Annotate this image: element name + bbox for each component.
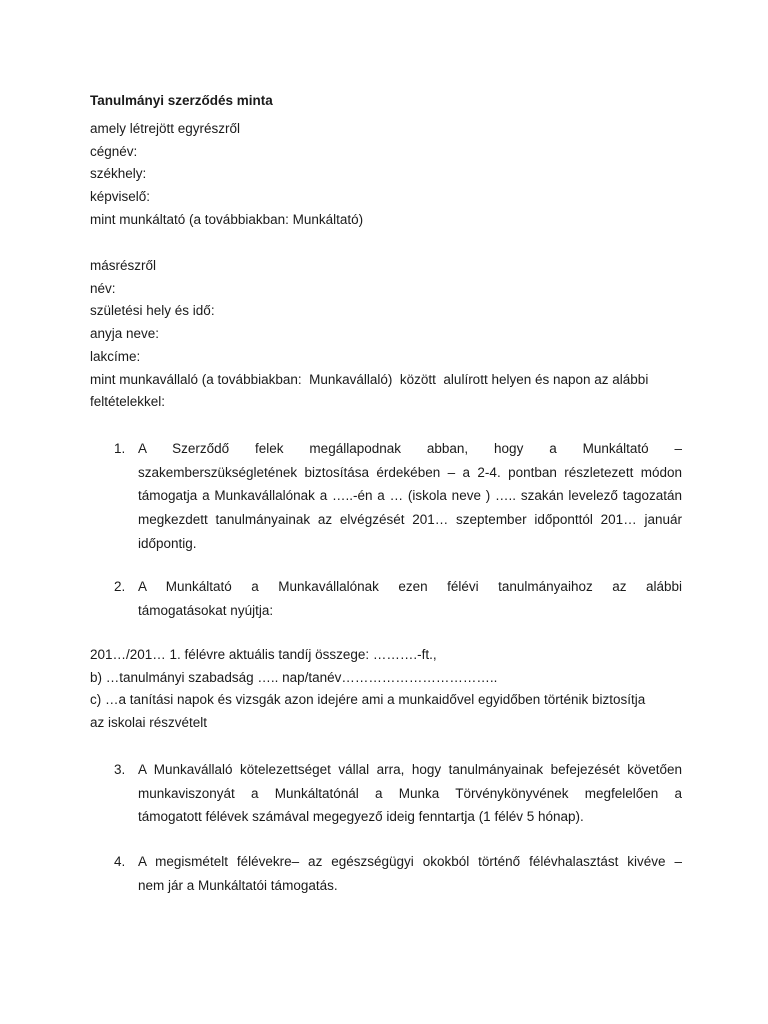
clause-2 xyxy=(90,575,682,622)
attendance-line-2: az iskolai részvételt xyxy=(90,714,208,730)
study-leave-line: b) …tanulmányi szabadság ….. nap/tanév…………………………….. xyxy=(90,669,498,685)
birth-label: születési hely és idő: xyxy=(90,303,215,319)
clause-2-line: támogatásokat nyújtja: xyxy=(138,602,274,618)
clause-1-line: A Szerződő felek megállapodnak abban, hogy a Munkáltató – xyxy=(138,441,682,456)
clause-1-number: 1. xyxy=(114,441,126,456)
clause-3-line: munkaviszonyát a Munkáltatónál a Munka Törvénykönyvének megfelelően a xyxy=(138,785,682,801)
employee-role-line1: mint munkavállaló (a továbbiakban: Munkavállaló) között alulírott helyen és napon az alábbi xyxy=(90,371,649,387)
representative-label: képviselő: xyxy=(90,189,151,205)
clause-4-line: nem jár a Munkáltatói támogatás. xyxy=(138,877,338,893)
employer-role: mint munkáltató (a továbbiakban: Munkáltató) xyxy=(90,211,364,227)
party1-intro: amely létrejött egyrészről xyxy=(90,121,241,136)
clause-4-number: 4. xyxy=(114,854,126,869)
party2-block xyxy=(90,255,682,414)
clause-1-line: megkezdett tanulmányainak az elvégzését 201… szeptember időponttól 201… január xyxy=(138,512,682,528)
clause-4 xyxy=(90,850,682,897)
mother-name-label: anyja neve: xyxy=(90,326,160,342)
clause-1-line: szakemberszükségletének biztosítása érdekében – a 2-4. pontban részletezett módon xyxy=(138,464,682,480)
clause-3-line: támogatott félévek számával megegyező ideig fenntartja (1 félév 5 hónap). xyxy=(138,809,584,825)
name-label: név: xyxy=(90,280,116,296)
employee-role-line2: feltételekkel: xyxy=(90,394,166,410)
clause-3 xyxy=(90,758,682,829)
tuition-line: 201…/201… 1. félévre aktuális tandíj összege: ……….-ft., xyxy=(90,647,437,662)
document-title: Tanulmányi szerződés minta xyxy=(90,93,273,108)
party1-block xyxy=(90,118,682,232)
clause-1-line: támogatja a Munkavállalónak a …..-én a … (iskola neve ) ….. szakán levelező tagozatán xyxy=(138,488,682,504)
company-label: cégnév: xyxy=(90,143,138,159)
clause-4-line: A megismételt félévekre– az egészségügyi okokból történő félévhalasztást kivéve – xyxy=(138,854,682,869)
address-label: lakcíme: xyxy=(90,348,141,364)
support-list xyxy=(90,644,682,734)
clause-3-number: 3. xyxy=(114,762,126,777)
clause-2-line: A Munkáltató a Munkavállalónak ezen félévi tanulmányaihoz az alábbi xyxy=(138,579,682,594)
clause-1 xyxy=(90,437,682,556)
party2-intro: másrészről xyxy=(90,258,157,273)
clause-1-line: időpontig. xyxy=(138,535,197,551)
attendance-line-1: c) …a tanítási napok és vizsgák azon idejére ami a munkaidővel egyidőben történik biztosítja xyxy=(90,692,646,707)
clause-1-text xyxy=(138,437,682,556)
clause-2-number: 2. xyxy=(114,579,126,594)
clause-3-text xyxy=(138,758,682,829)
clause-4-text xyxy=(138,850,682,897)
clause-3-line: A Munkavállaló kötelezettséget vállal arra, hogy tanulmányainak befejezését követően xyxy=(138,762,682,777)
seat-label: székhely: xyxy=(90,166,147,182)
clause-2-text xyxy=(138,575,682,622)
